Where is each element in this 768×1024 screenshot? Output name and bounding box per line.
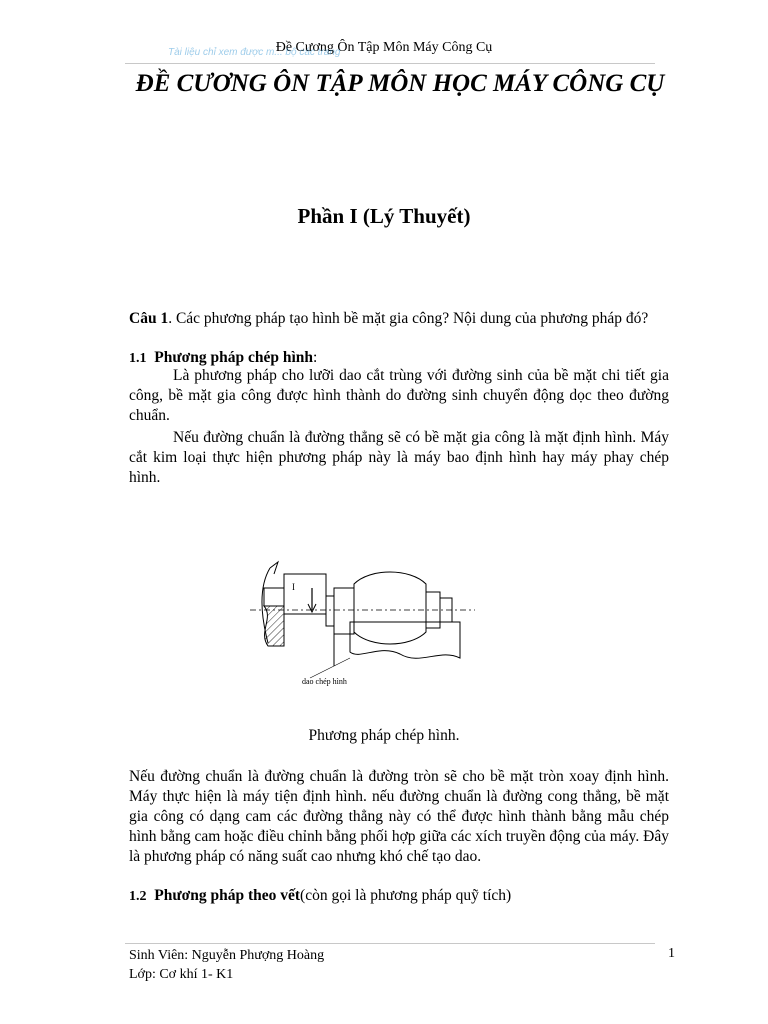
section-1-1-paragraph-1: Là phương pháp cho lưỡi dao cắt trùng với đường sinh của bề mặt chi tiết gia công, bề mặt gia công được hình thành do đường sinh chuyển động dọc theo đường chuẩn. (129, 367, 669, 424)
footer-class: Lớp: Cơ khí 1- K1 (129, 967, 234, 982)
header-divider (125, 63, 655, 64)
section-1-2-heading (129, 886, 669, 907)
section-1-2-title: Phương pháp theo vết (154, 887, 301, 904)
section-1-2-suffix: (còn gọi là phương pháp quỹ tích) (300, 887, 512, 904)
figure-caption: Phương pháp chép hình. (308, 727, 460, 744)
section-1-1-title: Phương pháp chép hình (154, 349, 313, 366)
page-number: 1 (668, 946, 675, 961)
workpiece-chuck (264, 606, 284, 646)
section-1-1-paragraph-2: Nếu đường chuẩn là đường thẳng sẽ có bề mặt gia công là mặt định hình. Máy cắt kim loại thực hiện phương pháp này là máy bao định hình hay máy phay chép hình. (129, 429, 669, 486)
question-1 (129, 309, 669, 329)
section-1-1-number: 1.1 (129, 351, 147, 366)
part-heading: Phần I (Lý Thuyết) (297, 204, 471, 228)
question-1-label: Câu 1 (129, 310, 169, 327)
rotation-arrowhead (270, 562, 278, 574)
footer-student-name: Sinh Viên: Nguyễn Phượng Hoàng (129, 948, 325, 963)
running-header: Đề Cương Ôn Tập Môn Máy Công Cụ (275, 40, 493, 55)
question-1-text: . Các phương pháp tạo hình bề mặt gia công? Nội dung của phương pháp đó? (168, 310, 649, 327)
section-1-2-number: 1.2 (129, 889, 147, 904)
paragraph-3: Nếu đường chuẩn là đường chuẩn là đường tròn sẽ cho bề mặt tròn xoay định hình. Máy thực hiện là máy tiện định hình. nếu đường chuẩn là đường cong thẳng, bề mặt gia công có dạng cam các đường thẳng này có thể được hình thành bằng mẫu chép hình bằng cam hoặc điều chỉnh bằng phối hợp giữa các xích truyền động của máy. Đây là phương pháp có năng suất cao nhưng khó chế tạo dao. (129, 768, 669, 865)
document-title: ĐỀ CƯƠNG ÔN TẬP MÔN HỌC MÁY CÔNG CỤ (135, 70, 665, 97)
cutting-tool-body (284, 574, 326, 614)
watermark-text: Tài liệu chỉ xem được m... bộ các trang (168, 47, 341, 58)
tool-label: dao chép hình (302, 677, 347, 686)
profile-copying-figure (250, 548, 480, 688)
section-1-1-colon: : (313, 349, 318, 366)
figure-roman-label: I (292, 582, 295, 592)
footer-divider (125, 943, 655, 944)
workpiece-profile (354, 572, 426, 644)
